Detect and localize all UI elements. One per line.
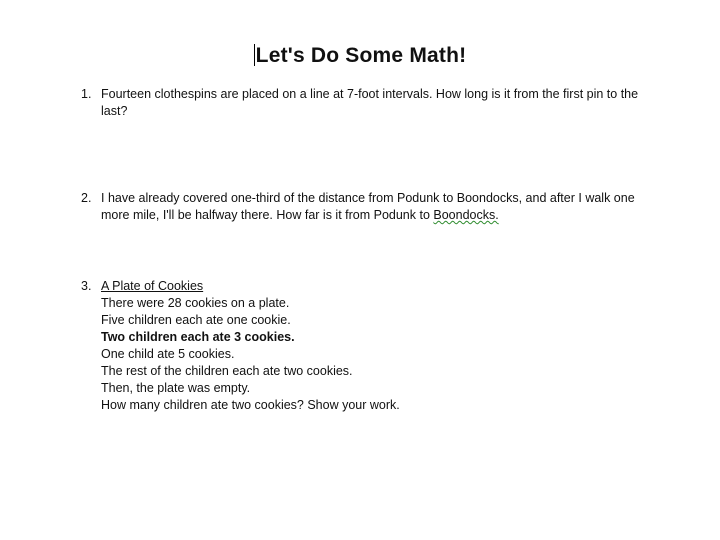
problem-2 (81, 190, 661, 224)
problem-line: Then, the plate was empty. (101, 381, 251, 395)
problem-line: There were 28 cookies on a plate. (101, 296, 290, 310)
problem-text-main: I have already covered one-third of the distance from Podunk to Boondocks, and after I walk one more mile, I'll be halfway there. How far is it from Podunk to (101, 191, 635, 222)
problem-1 (81, 86, 661, 120)
problem-line: Two children each ate 3 cookies. (101, 330, 295, 344)
problem-line: Five children each ate one cookie. (101, 313, 291, 327)
problem-line: How many children ate two cookies? Show your work. (101, 398, 400, 412)
problem-3 (81, 278, 661, 414)
problem-body (101, 278, 661, 414)
document-title-text: Let's Do Some Math! (255, 44, 467, 67)
problem-text (101, 190, 661, 224)
problem-text: Fourteen clothespins are placed on a line at 7-foot intervals. How long is it from the first pin to the last? (101, 87, 639, 118)
document-title (0, 44, 720, 68)
problem-line: The rest of the children each ate two cookies. (101, 364, 353, 378)
text-cursor (254, 44, 255, 66)
problem-heading: A Plate of Cookies (101, 279, 204, 293)
problem-number: 3. (81, 279, 92, 293)
spellcheck-flagged-word: Boondocks. (433, 208, 499, 222)
problem-number: 1. (81, 87, 92, 101)
problem-line: One child ate 5 cookies. (101, 347, 235, 361)
problem-number: 2. (81, 191, 92, 205)
